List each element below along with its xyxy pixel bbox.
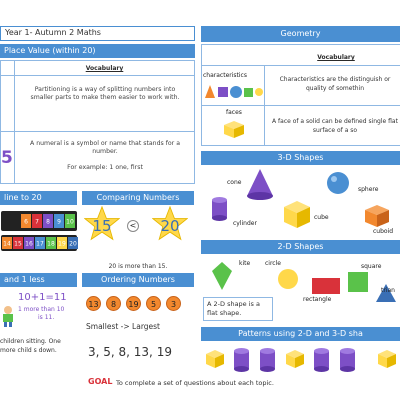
divider-h2 — [1, 131, 194, 132]
page-title — [0, 26, 195, 41]
numeral-example: For example: 1 one, first — [67, 164, 143, 171]
order-circle-1: 13 — [86, 296, 101, 311]
child-icon — [0, 305, 16, 327]
vocab-heading-left: Vocabulary — [85, 65, 124, 72]
characteristics-shapes-icon — [204, 84, 264, 100]
number-tile-label: 7 — [35, 218, 39, 226]
number-tile-label: 20 — [69, 240, 77, 248]
cylinder-icon — [211, 196, 228, 221]
page-title-text: Year 1- Autumn 2 Maths — [5, 28, 101, 37]
number-tile-label: 8 — [46, 218, 50, 226]
cuboid-icon — [363, 203, 391, 229]
cube-icon — [281, 198, 313, 230]
compare-right-number: 20 — [160, 217, 180, 235]
kite-icon — [211, 261, 233, 291]
pattern-cube-1 — [205, 349, 225, 369]
number-tile-label: 18 — [47, 240, 55, 248]
number-tile-label: 16 — [25, 240, 33, 248]
number-tiles-graphic — [1, 207, 78, 263]
label-cuboid: cuboid — [373, 228, 394, 235]
order-circle-3: 19 — [126, 296, 141, 311]
shapes-2d-panel — [201, 255, 400, 321]
square-icon — [347, 271, 369, 293]
number-line-title: line to 20 — [4, 193, 42, 202]
def-faces: A face of a solid can be defined single flat surface of a so — [272, 118, 398, 134]
label-square: square — [361, 263, 382, 270]
number-tile-label: 15 — [14, 240, 22, 248]
equation: 10+1=11 — [18, 292, 67, 303]
patterns-title: Patterns using 2-D and 3-D sha — [238, 329, 363, 338]
ordering-sequence: 3, 5, 8, 13, 19 — [88, 345, 172, 359]
one-more-line-3: is 11. — [38, 314, 55, 321]
numeral-definition: A numeral is a symbol or name that stands for a number. — [30, 140, 180, 155]
one-more-caption: children sitting. One more child s down. — [0, 338, 61, 354]
number-tile-label: 17 — [36, 240, 44, 248]
pattern-cylinder-1 — [233, 347, 250, 372]
shapes-3d-bar — [201, 151, 400, 165]
place-value-title: Place Value (within 20) — [4, 46, 96, 55]
label-triangle: trian — [381, 287, 395, 294]
vocab-heading-right: Vocabulary — [317, 54, 355, 61]
order-circle-5: 3 — [166, 296, 181, 311]
shapes-3d-panel — [201, 166, 400, 236]
pattern-cube-2 — [285, 349, 305, 369]
number-tile-label: 19 — [58, 240, 66, 248]
geometry-panel — [201, 44, 400, 146]
patterns-bar — [201, 327, 400, 341]
label-cylinder: cylinder — [233, 220, 257, 227]
number-tile-label: 14 — [3, 240, 11, 248]
one-more-less-bar — [0, 273, 77, 287]
divider-vertical — [14, 61, 15, 183]
one-more-line-2: 1 more than 10 — [18, 306, 65, 313]
sphere-icon — [326, 171, 350, 195]
label-kite: kite — [239, 260, 251, 267]
cone-icon — [246, 168, 274, 202]
label-cube: cube — [314, 214, 329, 221]
compare-sentence: 20 is more than 15. — [108, 263, 168, 270]
compare-left-number: 15 — [92, 217, 112, 235]
comparing-numbers-title: Comparing Numbers — [96, 193, 180, 202]
partition-definition: Partitioning is a way of splitting numbers into smaller parts to make them easier to work with. — [30, 86, 180, 101]
label-rectangle: rectangle — [303, 296, 332, 303]
patterns-panel — [205, 345, 400, 375]
geo-divider-h2 — [202, 105, 400, 106]
ordering-caption: Smallest -> Largest — [86, 322, 161, 331]
shapes-3d-title: 3-D Shapes — [277, 153, 324, 162]
compare-symbol: < — [127, 220, 139, 232]
number-tile-label: 9 — [57, 218, 61, 226]
label-cone: cone — [227, 179, 242, 186]
pattern-cube-3 — [377, 349, 397, 369]
faces-cube-icon — [222, 119, 246, 139]
term-faces: faces — [226, 109, 242, 116]
rectangle-icon — [311, 277, 341, 295]
numeral-5-icon — [1, 147, 13, 169]
geo-divider-h1 — [202, 65, 400, 66]
comparing-numbers-bar — [82, 191, 194, 205]
goal-badge: GOAL — [88, 377, 113, 386]
numeral-5-digit: 5 — [1, 148, 13, 168]
label-sphere: sphere — [358, 186, 379, 193]
shapes-2d-note: A 2-D shape is a flat shape. — [203, 297, 273, 321]
comparing-panel — [82, 206, 194, 272]
divider-h1 — [1, 75, 194, 76]
shapes-2d-title: 2-D Shapes — [277, 242, 324, 251]
order-circle-2: 8 — [106, 296, 121, 311]
one-more-less-panel — [0, 289, 77, 379]
number-line-panel — [0, 206, 77, 266]
pattern-cylinder-3 — [313, 347, 330, 372]
ordering-numbers-bar — [82, 273, 194, 287]
def-characteristics: Characteristics are the distinguish or quality of somethin — [279, 76, 391, 92]
term-characteristics: characteristics — [203, 72, 247, 79]
number-line-bar — [0, 191, 77, 205]
pattern-cylinder-4 — [339, 347, 356, 372]
ordering-circles — [86, 296, 196, 314]
pattern-cylinder-2 — [259, 347, 276, 372]
one-more-less-title: and 1 less — [4, 275, 45, 284]
circle-icon — [277, 268, 299, 290]
order-circle-4: 5 — [146, 296, 161, 311]
shapes-2d-bar — [201, 240, 400, 254]
place-value-panel — [0, 60, 195, 184]
number-tile-label: 6 — [24, 218, 28, 226]
place-value-bar — [0, 44, 195, 58]
geometry-bar — [201, 26, 400, 42]
label-circle: circle — [265, 260, 281, 267]
geometry-title: Geometry — [280, 29, 321, 38]
goal-text: To complete a set of questions about each topic. — [116, 379, 274, 387]
number-tile-label: 10 — [66, 218, 74, 226]
ordering-numbers-title: Ordering Numbers — [101, 275, 175, 284]
